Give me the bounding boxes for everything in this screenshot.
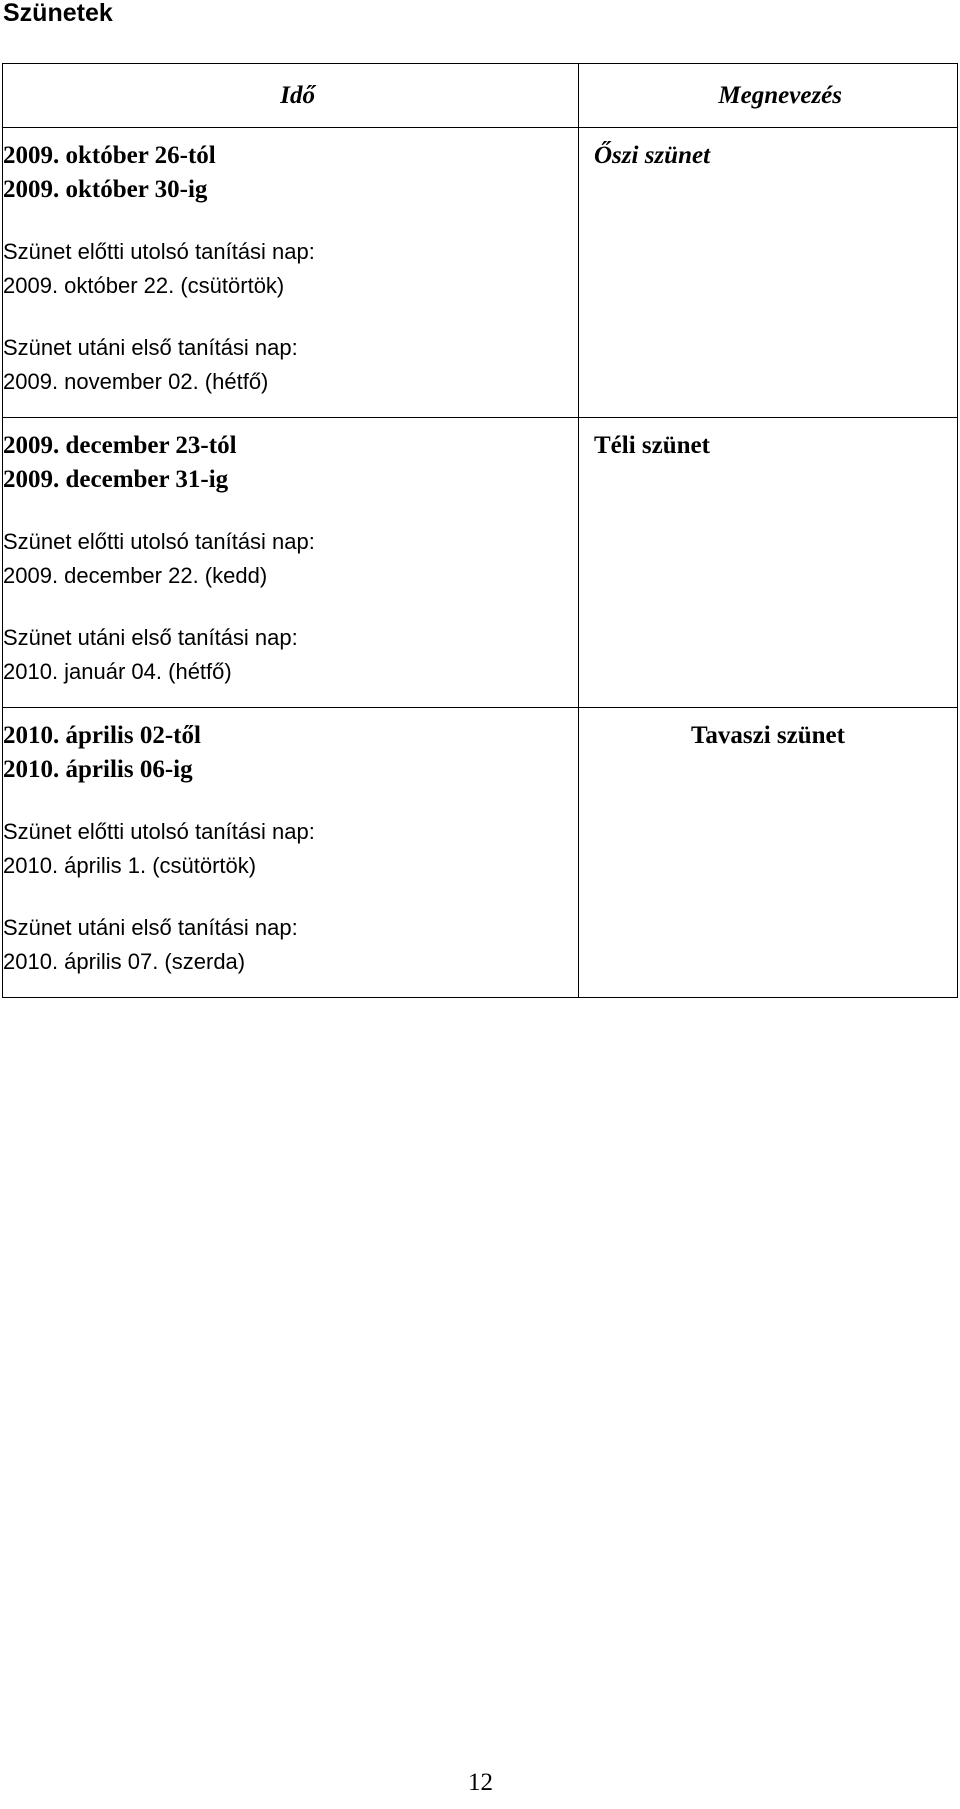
school-breaks-table xyxy=(2,63,958,998)
last-teaching-day-note xyxy=(3,235,578,303)
column-header-name: Megnevezés xyxy=(579,64,958,128)
first-teaching-day-value: 2010. április 07. (szerda) xyxy=(3,949,246,974)
table-row-spring-break xyxy=(3,708,958,998)
first-teaching-day-label: Szünet utáni első tanítási nap: xyxy=(3,625,298,650)
page-number: 12 xyxy=(468,1769,493,1796)
time-cell xyxy=(3,708,579,998)
first-teaching-day-note xyxy=(3,621,578,707)
time-cell xyxy=(3,418,579,708)
table-row-winter-break xyxy=(3,418,958,708)
first-teaching-day-note xyxy=(3,911,578,997)
last-teaching-day-note xyxy=(3,815,578,883)
break-name: Tavaszi szünet xyxy=(579,708,958,998)
first-teaching-day-value: 2009. november 02. (hétfő) xyxy=(3,369,269,394)
first-teaching-day-label: Szünet utáni első tanítási nap: xyxy=(3,335,298,360)
break-name: Téli szünet xyxy=(579,418,958,708)
break-date-range xyxy=(3,128,578,207)
break-start-date: 2009. október 26-tól xyxy=(3,142,216,169)
last-teaching-day-note xyxy=(3,525,578,593)
break-end-date: 2010. április 06-ig xyxy=(3,756,193,783)
table-header-row xyxy=(3,64,958,128)
last-teaching-day-value: 2010. április 1. (csütörtök) xyxy=(3,853,257,878)
last-teaching-day-label: Szünet előtti utolsó tanítási nap: xyxy=(3,529,315,554)
last-teaching-day-value: 2009. december 22. (kedd) xyxy=(3,563,268,588)
last-teaching-day-label: Szünet előtti utolsó tanítási nap: xyxy=(3,819,315,844)
break-date-range xyxy=(3,708,578,787)
column-header-time: Idő xyxy=(3,64,579,128)
first-teaching-day-value: 2010. január 04. (hétfő) xyxy=(3,659,232,684)
break-start-date: 2010. április 02-től xyxy=(3,722,201,749)
break-date-range xyxy=(3,418,578,497)
last-teaching-day-value: 2009. október 22. (csütörtök) xyxy=(3,273,285,298)
time-cell xyxy=(3,128,579,418)
break-name: Őszi szünet xyxy=(579,128,958,418)
section-heading: Szünetek xyxy=(3,0,113,27)
break-end-date: 2009. december 31-ig xyxy=(3,466,229,493)
break-end-date: 2009. október 30-ig xyxy=(3,176,208,203)
table-row-autumn-break xyxy=(3,128,958,418)
last-teaching-day-label: Szünet előtti utolsó tanítási nap: xyxy=(3,239,315,264)
first-teaching-day-label: Szünet utáni első tanítási nap: xyxy=(3,915,298,940)
break-start-date: 2009. december 23-tól xyxy=(3,432,237,459)
first-teaching-day-note xyxy=(3,331,578,417)
